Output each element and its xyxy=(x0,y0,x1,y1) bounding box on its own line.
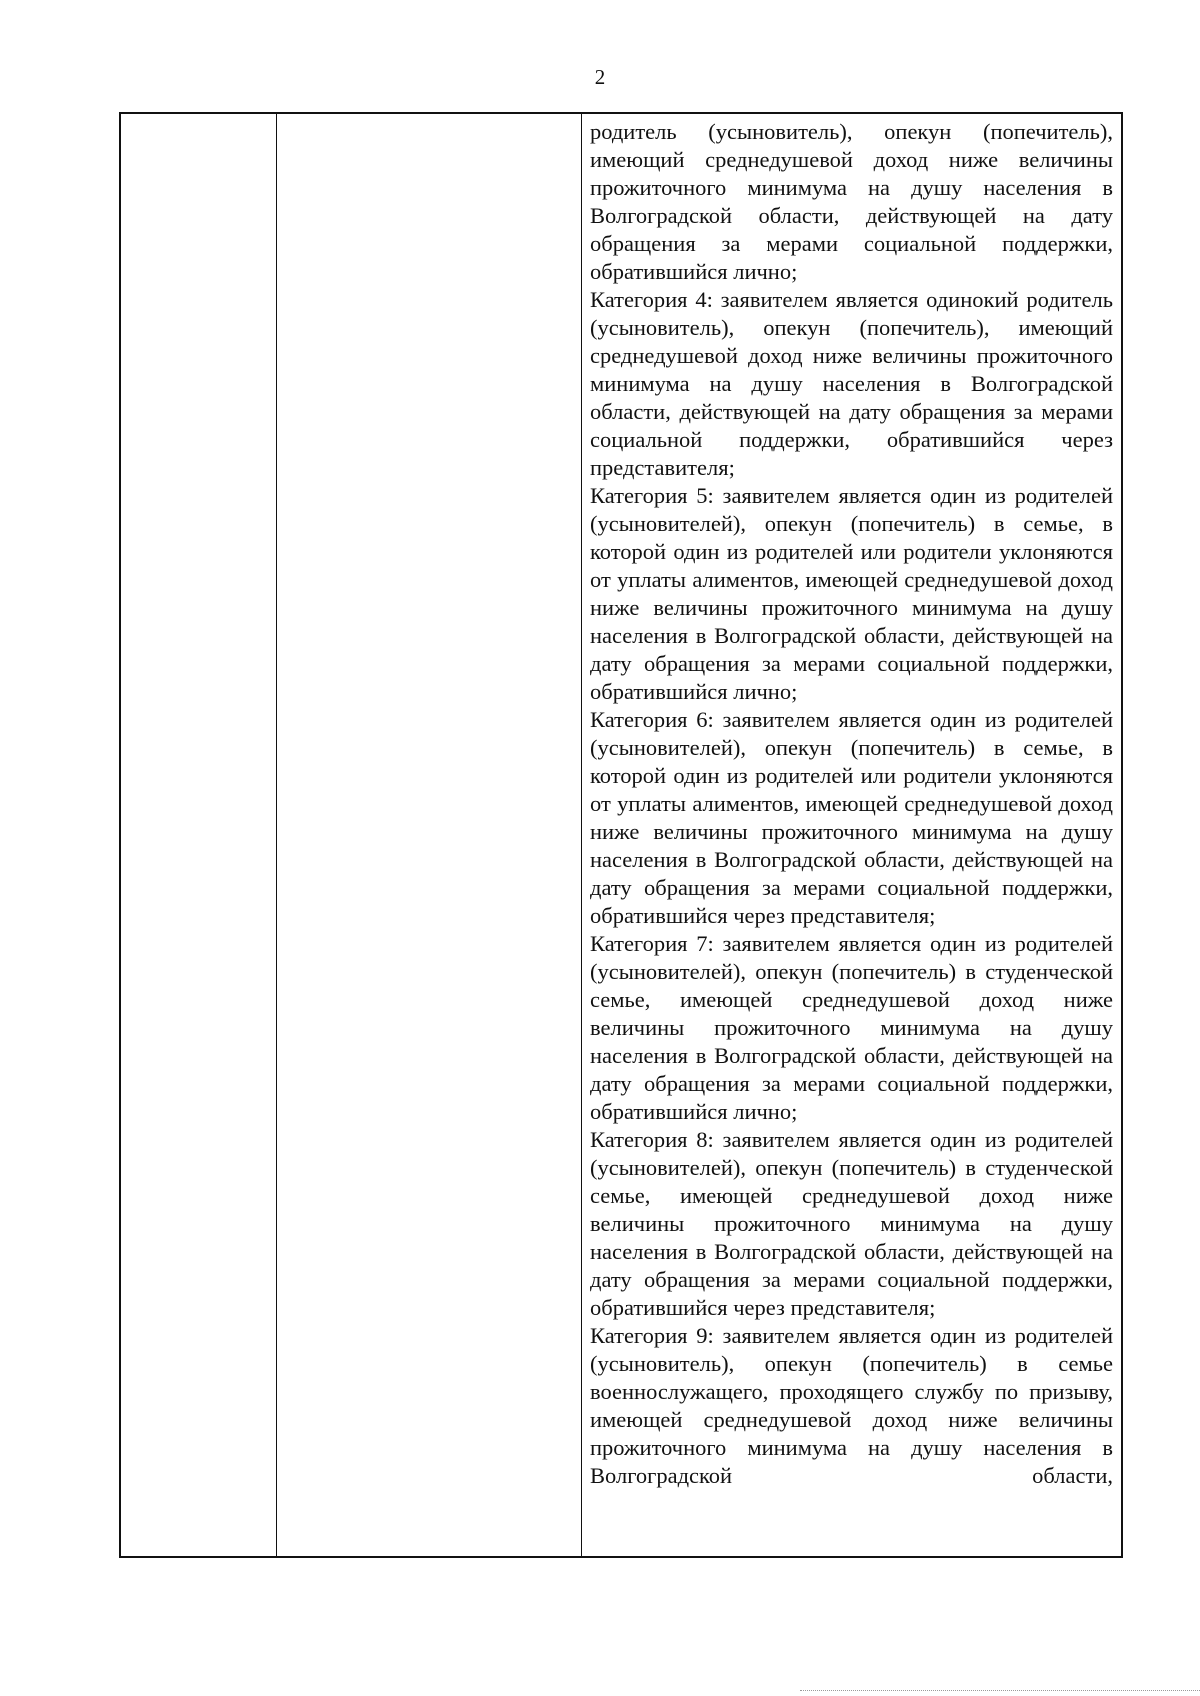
category-paragraph-continued: родитель (усыновитель), опекун (попечитель), имеющий среднедушевой доход ниже величины прожиточного минимума на душу населения в Волгоградской области, действующей на дату обращения за мерами социальной поддержки, обратившийся лично; xyxy=(590,119,1113,284)
column-divider-2 xyxy=(581,114,582,1556)
scan-edge-line xyxy=(800,1690,1200,1691)
category-description-cell xyxy=(590,118,1113,1490)
category-8-paragraph: Категория 8: заявителем является один из родителей (усыновителей), опекун (попечитель) в студенческой семье, имеющей среднедушевой доход ниже величины прожиточного минимума на душу населения в Волгоградской области, действующей на дату обращения за мерами социальной поддержки, обратившийся через представителя; xyxy=(590,1127,1113,1320)
document-table xyxy=(119,112,1123,1558)
category-9-paragraph: Категория 9: заявителем является один из родителей (усыновитель), опекун (попечитель) в семье военнослужащего, проходящего службу по призыву, имеющей среднедушевой доход ниже величины прожиточного минимума на душу населения в Волгоградской области, xyxy=(590,1323,1113,1488)
category-4-paragraph: Категория 4: заявителем является одинокий родитель (усыновитель), опекун (попечитель), имеющий среднедушевой доход ниже величины прожиточного минимума на душу населения в Волгоградской области, действующей на дату обращения за мерами социальной поддержки, обратившийся через представителя; xyxy=(590,287,1113,480)
category-6-paragraph: Категория 6: заявителем является один из родителей (усыновителей), опекун (попечитель) в семье, в которой один из родителей или родители уклоняются от уплаты алиментов, имеющей среднедушевой доход ниже величины прожиточного минимума на душу населения в Волгоградской области, действующей на дату обращения за мерами социальной поддержки, обратившийся через представителя; xyxy=(590,707,1113,928)
page-number: 2 xyxy=(594,65,606,89)
category-7-paragraph: Категория 7: заявителем является один из родителей (усыновителей), опекун (попечитель) в студенческой семье, имеющей среднедушевой доход ниже величины прожиточного минимума на душу населения в Волгоградской области, действующей на дату обращения за мерами социальной поддержки, обратившийся лично; xyxy=(590,931,1113,1124)
column-divider-1 xyxy=(276,114,277,1556)
category-5-paragraph: Категория 5: заявителем является один из родителей (усыновителей), опекун (попечитель) в семье, в которой один из родителей или родители уклоняются от уплаты алиментов, имеющей среднедушевой доход ниже величины прожиточного минимума на душу населения в Волгоградской области, действующей на дату обращения за мерами социальной поддержки, обратившийся лично; xyxy=(590,483,1113,704)
